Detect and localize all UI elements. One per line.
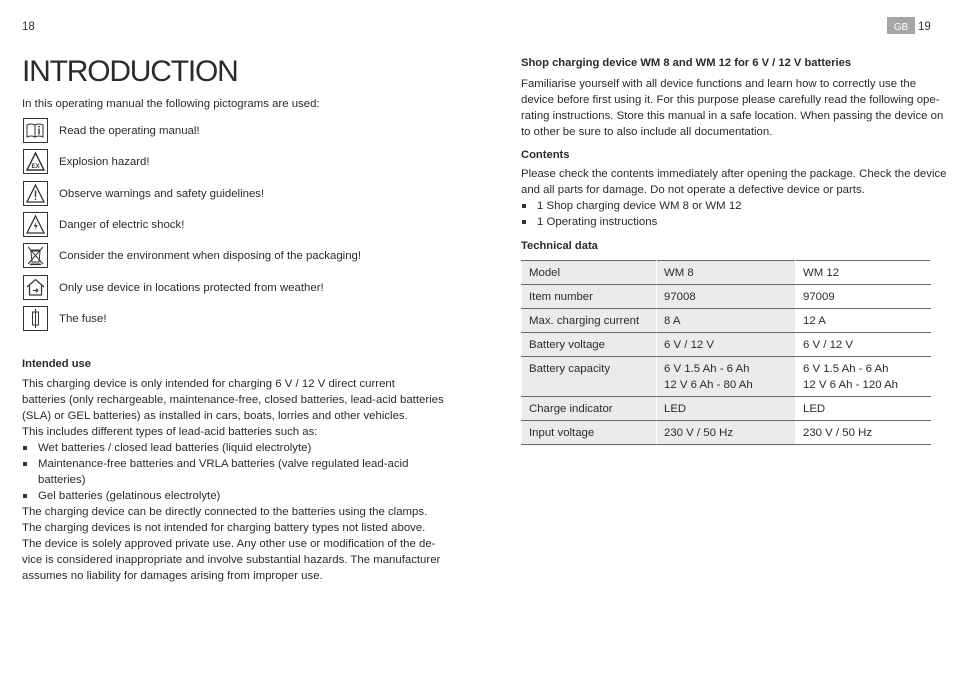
contents-text (521, 166, 947, 198)
table-cell: Charge indicator (522, 397, 657, 421)
table-cell: 12 A (796, 309, 931, 333)
warning-icon (23, 181, 48, 206)
shop-charging-heading: Shop charging device WM 8 and WM 12 for 6 V / 12 V batteries (521, 57, 852, 69)
text-line: rating instructions. Store this manual in a safe location. When passing the device on (521, 110, 944, 122)
table-cell: 6 V 1.5 Ah - 6 Ah 12 V 6 Ah - 120 Ah (796, 357, 931, 397)
table-cell: Input voltage (522, 421, 657, 445)
technical-data-heading: Technical data (521, 240, 598, 252)
picto-label-electric-shock: Danger of electric shock! (59, 219, 185, 231)
table-cell: 6 V / 12 V (657, 333, 796, 357)
text-line: The device is solely approved private use. Any other use or modification of the de- (22, 538, 436, 550)
text-line: vice is considered inappropriate and involve substantial hazards. The manufacturer (22, 554, 441, 566)
list-item: 1 Operating instructions (537, 216, 658, 228)
text-line: assumes no liability for damages arising from improper use. (22, 570, 323, 582)
intended-use-text-2 (22, 504, 440, 584)
picto-label-read-manual: Read the operating manual! (59, 125, 200, 137)
text-line: (SLA) or GEL batteries) as installed in cars, boats, lorries and other vehicles. (22, 410, 408, 422)
text-line: This includes different types of lead-acid batteries such as: (22, 426, 318, 438)
table-cell: 8 A (657, 309, 796, 333)
table-row (522, 397, 931, 421)
contents-heading: Contents (521, 149, 570, 161)
table-cell: Model (522, 261, 657, 285)
text-line: The charging device can be directly connected to the batteries using the clamps. (22, 506, 428, 518)
table-cell: 6 V 1.5 Ah - 6 Ah 12 V 6 Ah - 80 Ah (657, 357, 796, 397)
table-cell: 230 V / 50 Hz (657, 421, 796, 445)
table-cell: 97009 (796, 285, 931, 309)
picto-label-weather: Only use device in locations protected from weather! (59, 282, 324, 294)
picto-label-fuse: The fuse! (59, 313, 107, 325)
text-line: This charging device is only intended for charging 6 V / 12 V direct current (22, 378, 395, 390)
language-tab: GB (887, 17, 915, 34)
table-row (522, 261, 931, 285)
text-line: to other be sure to also include all documentation. (521, 126, 773, 138)
table-cell: 6 V / 12 V (796, 333, 931, 357)
text-line: and all parts for damage. Do not operate a defective device or parts. (521, 184, 865, 196)
text-line: batteries (only rechargeable, maintenance-free, closed batteries, lead-acid batteries (22, 394, 444, 406)
house-icon (23, 275, 48, 300)
table-cell: 97008 (657, 285, 796, 309)
list-item-continuation: batteries) (38, 474, 86, 486)
text-line: Please check the contents immediately after opening the package. Check the device (521, 168, 947, 180)
shop-charging-text (521, 76, 943, 140)
page-title: INTRODUCTION (22, 55, 238, 88)
recycle-bin-icon (23, 243, 48, 268)
table-row (522, 357, 931, 397)
technical-data-table (521, 260, 931, 445)
table-cell: LED (796, 397, 931, 421)
picto-label-explosion: Explosion hazard! (59, 156, 150, 168)
list-item: Gel batteries (gelatinous electrolyte) (38, 490, 221, 502)
picto-label-warning: Observe warnings and safety guidelines! (59, 188, 265, 200)
table-row (522, 285, 931, 309)
fuse-icon (23, 306, 48, 331)
table-cell: LED (657, 397, 796, 421)
intended-use-heading: Intended use (22, 358, 91, 370)
intro-text: In this operating manual the following pictograms are used: (22, 98, 320, 110)
table-cell: Max. charging current (522, 309, 657, 333)
text-line: The charging devices is not intended for charging battery types not listed above. (22, 522, 426, 534)
table-cell: WM 12 (796, 261, 931, 285)
table-row (522, 421, 931, 445)
page-number-left: 18 (22, 21, 35, 33)
explosion-icon-text: EX (31, 164, 40, 170)
picto-label-recycle: Consider the environment when disposing of the packaging! (59, 250, 362, 262)
table-row (522, 333, 931, 357)
explosion-icon (23, 149, 48, 174)
electric-shock-icon (23, 212, 48, 237)
list-item: Maintenance-free batteries and VRLA batteries (valve regulated lead-acid (38, 458, 409, 470)
list-item: Wet batteries / closed lead batteries (liquid electrolyte) (38, 442, 312, 454)
table-cell: Battery capacity (522, 357, 657, 397)
read-manual-icon (23, 118, 48, 143)
table-cell: Battery voltage (522, 333, 657, 357)
table-cell: Item number (522, 285, 657, 309)
intended-use-text (22, 376, 444, 440)
table-cell: WM 8 (657, 261, 796, 285)
list-item: 1 Shop charging device WM 8 or WM 12 (537, 200, 742, 212)
page-number-right: 19 (918, 21, 931, 33)
text-line: Familiarise yourself with all device functions and learn how to correctly use the (521, 78, 917, 90)
table-row (522, 309, 931, 333)
table-cell: 230 V / 50 Hz (796, 421, 931, 445)
text-line: device before first using it. For this purpose please carefully read the following ope- (521, 94, 940, 106)
